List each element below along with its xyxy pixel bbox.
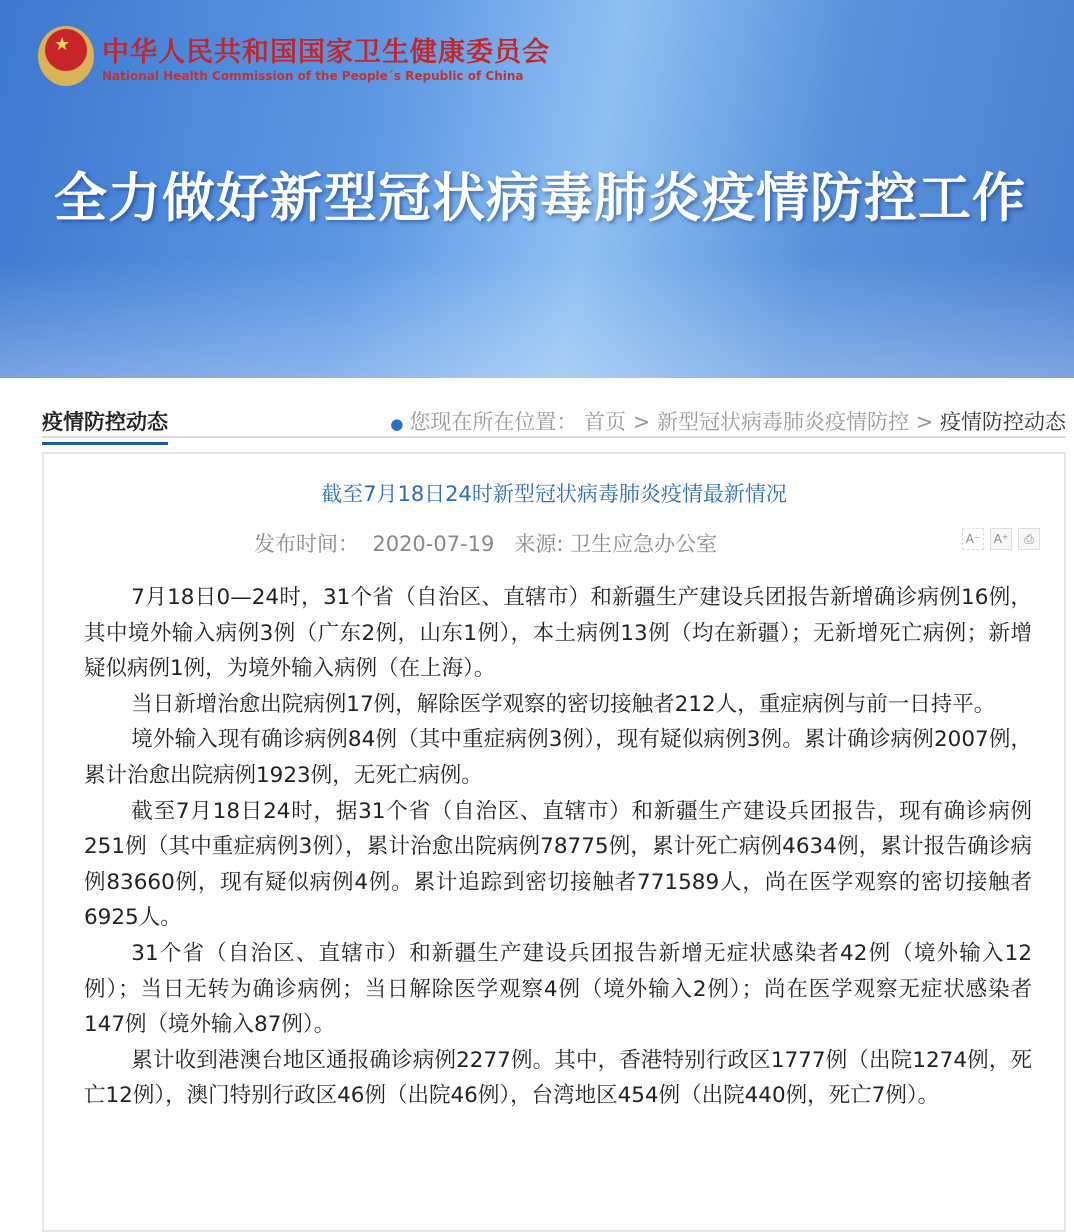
breadcrumb-separator: > bbox=[632, 410, 651, 434]
paragraph: 7月18日0—24时，31个省（自治区、直辖市）和新疆生产建设兵团报告新增确诊病例16例，其中境外输入病例3例（广东2例，山东1例），本土病例13例（均在新疆）；无新增死亡病例；新增疑似病例1例，为境外输入病例（在上海）。 bbox=[84, 585, 1032, 682]
print-icon[interactable]: ⎙ bbox=[1018, 528, 1040, 550]
paragraph: 境外输入现有确诊病例84例（其中重症病例3例），现有疑似病例3例。累计确诊病例2007例，累计治愈出院病例1923例，无死亡病例。 bbox=[84, 727, 1032, 788]
breadcrumb-current[interactable]: 疫情防控动态 bbox=[940, 410, 1066, 434]
article-tools bbox=[962, 528, 1040, 550]
paragraph: 累计收到港澳台地区通报确诊病例2277例。其中，香港特别行政区1777例（出院1274例，死亡12例），澳门特别行政区46例（出院46例），台湾地区454例（出院440例，死亡7例）。 bbox=[84, 1047, 1032, 1109]
article-meta: 发布时间： 2020-07-19 来源: 卫生应急办公室 bbox=[254, 532, 718, 556]
header-banner bbox=[0, 0, 1074, 378]
org-name-cn[interactable]: 中华人民共和国国家卫生健康委员会 bbox=[102, 37, 550, 68]
section-header bbox=[42, 400, 1066, 438]
national-emblem-logo: ★ bbox=[38, 26, 94, 86]
location-pin-icon: ● bbox=[390, 415, 404, 433]
org-name-en: National Health Commission of the People´s Republic of China bbox=[102, 69, 524, 83]
article-box bbox=[42, 452, 1066, 1232]
article-title: 截至7月18日24时新型冠状病毒肺炎疫情最新情况 bbox=[321, 482, 787, 506]
banner-slogan: 全力做好新型冠状病毒肺炎疫情防控工作 bbox=[54, 168, 1026, 229]
breadcrumb-home[interactable]: 首页 bbox=[584, 410, 627, 434]
paragraph: 截至7月18日24时，据31个省（自治区、直辖市）和新疆生产建设兵团报告，现有确诊病例251例（其中重症病例3例），累计治愈出院病例78775例，累计死亡病例4634例，累计报告确诊病例83660例，现有疑似病例4例。累计追踪到密切接触者771589人，尚在医学观察的密切接触者6925人。 bbox=[84, 798, 1032, 931]
font-smaller-button[interactable]: A⁻ bbox=[962, 528, 984, 550]
breadcrumb bbox=[390, 406, 1066, 436]
paragraph: 31个省（自治区、直辖市）和新疆生产建设兵团报告新增无症状感染者42例（境外输入12例）；当日无转为确诊病例；当日解除医学观察4例（境外输入2例）；尚在医学观察无症状感染者147例（境外输入87例）。 bbox=[84, 940, 1032, 1038]
breadcrumb-separator: > bbox=[915, 410, 934, 434]
article-body bbox=[84, 580, 1032, 1114]
paragraph: 当日新增治愈出院病例17例，解除医学观察的密切接触者212人，重症病例与前一日持平。 bbox=[131, 691, 996, 717]
breadcrumb-covid[interactable]: 新型冠状病毒肺炎疫情防控 bbox=[657, 410, 910, 434]
font-larger-button[interactable]: A⁺ bbox=[990, 528, 1012, 550]
breadcrumb-prefix: 您现在所在位置： bbox=[409, 410, 578, 434]
section-title: 疫情防控动态 bbox=[42, 406, 168, 445]
